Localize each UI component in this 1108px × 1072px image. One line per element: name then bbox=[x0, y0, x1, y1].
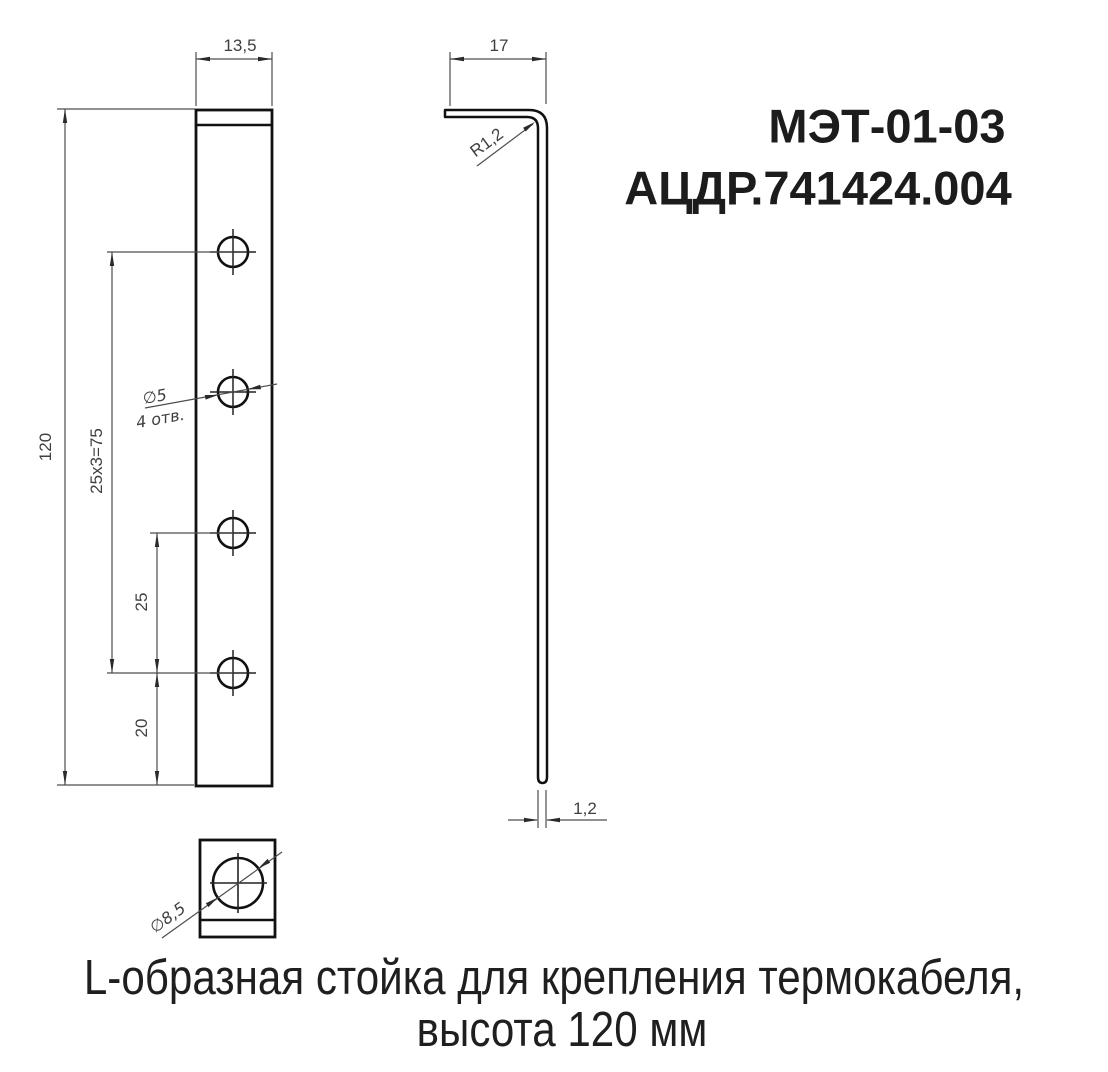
dim-label-d8-5: ∅8,5 bbox=[146, 898, 190, 937]
dim-label-20: 20 bbox=[132, 718, 151, 738]
dim-label-17: 17 bbox=[489, 36, 509, 55]
dim-label-25: 25 bbox=[132, 592, 151, 612]
front-view-plate bbox=[196, 110, 272, 786]
dimension-hole-pitch bbox=[132, 533, 233, 785]
dimension-bottom-offset bbox=[132, 673, 159, 785]
part-code: МЭТ-01-03 bbox=[768, 99, 1006, 153]
dimension-thickness bbox=[508, 790, 607, 828]
bottom-view-base bbox=[200, 840, 275, 937]
caption-line-1 bbox=[7, 950, 1100, 1006]
dim-label-r1-2: R1,2 bbox=[466, 124, 507, 161]
caption-line-2 bbox=[393, 1002, 731, 1058]
dim-label-4-holes: 4 отв. bbox=[134, 404, 186, 433]
dimension-base-hole-diameter bbox=[146, 852, 282, 938]
dim-label-120: 120 bbox=[36, 432, 55, 462]
dimension-top-leg bbox=[450, 36, 546, 106]
caption-text-1: L-образная стойка для крепления термокабеля, bbox=[83, 951, 1025, 1005]
dim-label-13-5: 13,5 bbox=[223, 36, 257, 55]
dimension-bend-radius bbox=[467, 122, 535, 166]
part-decimal-number: АЦДР.741424.004 bbox=[624, 161, 1012, 215]
caption-text-2: высота 120 мм bbox=[416, 1003, 708, 1057]
dim-label-1-2: 1,2 bbox=[573, 799, 597, 818]
dim-label-d5: ∅5 bbox=[141, 385, 169, 408]
dimension-front-width bbox=[196, 36, 272, 106]
dimension-total-height bbox=[36, 109, 195, 785]
dimension-hole-pitch-total bbox=[87, 252, 233, 673]
dimension-hole-diameter bbox=[135, 384, 277, 432]
dim-label-25x3: 25x3=75 bbox=[87, 428, 106, 494]
side-view-l-profile bbox=[445, 110, 547, 783]
